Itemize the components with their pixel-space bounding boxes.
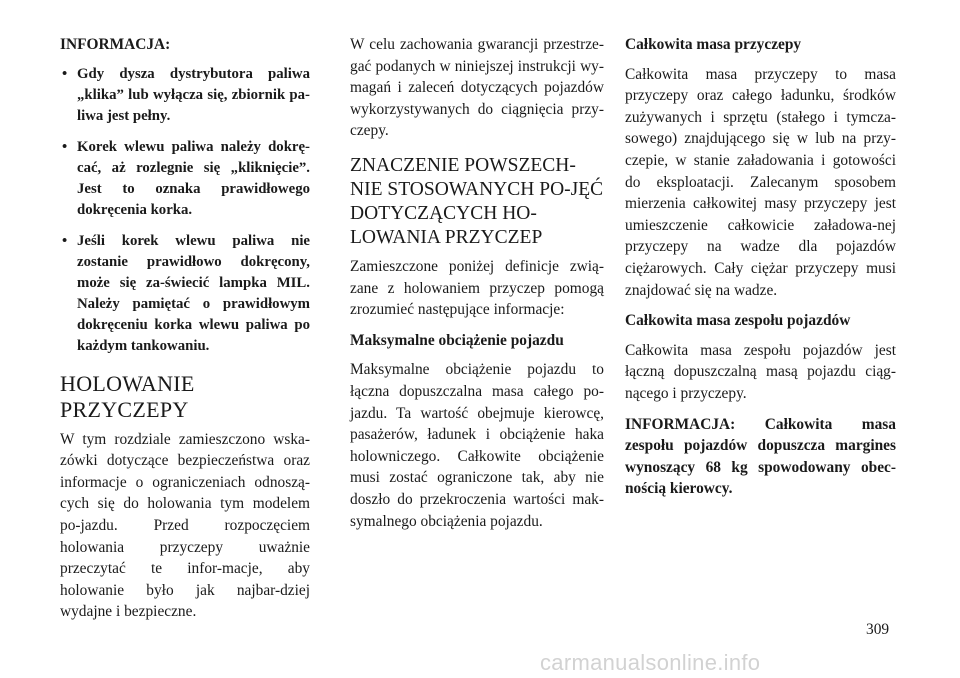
- bullet-icon: •: [62, 65, 68, 82]
- bullet-item: • Gdy dysza dystrybutora paliwa „klika” lub wyłącza się, zbiornik pa-liwa jest pełny.: [62, 65, 310, 124]
- section-heading-towing: HOLOWANIE PRZYCZEPY: [60, 370, 195, 422]
- definitions-intro-paragraph: Zamieszczone poniżej definicje zwią-zane z holowaniem przyczep pomogą zrozumieć następujące informacje:: [350, 257, 604, 319]
- trailer-weight-paragraph: Całkowita masa przyczepy to masa przyczepy oraz całego ładunku, środków zużywanych i sprzętu (stałego i tymcza-sowego) znajdującego się w lub na przy-czepie, w stanie załadowania i gotowości do eksploatacji. Zalecanym sposobem mierzenia całkowitej masy przyczepy jest umieszczenie całkowicie załadowa-nej przyczepy na wadze dla pojazdów ciężarowych. Cały ciężar przyczepy musi znajdować się na wadze.: [625, 65, 896, 299]
- section-heading-definitions: ZNACZENIE POWSZECH-NIE STOSOWANYCH PO-JĘĆ DOTYCZĄCYCH HO-LOWANIA PRZYCZEP: [350, 154, 604, 248]
- bullet-icon: •: [62, 232, 68, 249]
- combined-weight-paragraph: Całkowita masa zespołu pojazdów jest łączną dopuszczalną masą pojazdu ciąg-nącego i przyczepy.: [625, 341, 896, 402]
- column-left: [60, 34, 310, 632]
- column-middle: [350, 34, 604, 541]
- column-right: [625, 34, 896, 509]
- subheading-combined-weight: Całkowita masa zespołu pojazdów: [625, 312, 851, 330]
- bullet-item: • Jeśli korek wlewu paliwa nie zostanie prawidłowo dokręcony, może się za-świecić lampka MIL. Należy pamiętać o prawidłowym dokręceniu korka wlewu paliwa po każdym tankowaniu.: [62, 232, 310, 354]
- info-note-combined-weight: INFORMACJA: Całkowita masa zespołu pojazdów dopuszcza margines wynoszący 68 kg spowodowany obec-nością kierowcy.: [625, 415, 896, 498]
- bullet-item: • Korek wlewu paliwa należy dokrę-cać, aż rozlegnie się „klikniȩcie”. Jest to oznaka prawidłowego dokręcenia korka.: [62, 138, 310, 218]
- warranty-paragraph: W celu zachowania gwarancji przestrze-gać podanych w niniejszej instrukcji wy-magań i zaleceń dotyczących pojazdów wykorzystywanych do ciągnięcia przy-czepy.: [350, 36, 604, 140]
- watermark: carmanualsonline.info: [540, 650, 761, 675]
- max-vehicle-load-paragraph: Maksymalne obciążenie pojazdu to łączna dopuszczalna masa całego po-jazdu. Ta wartość obejmuje kierowcę, pasażerów, ładunek i obciążenie haka holowniczego. Całkowite obciążenie musi zostać ograniczone tak, aby nie doszło do przekroczenia wartości mak-symalnego obciążenia pojazdu.: [350, 361, 604, 530]
- subheading-trailer-weight: Całkowita masa przyczepy: [625, 36, 802, 53]
- bullet-icon: •: [62, 138, 68, 155]
- subheading-max-vehicle-load: Maksymalne obciążenie pojazdu: [350, 331, 564, 349]
- info-heading: INFORMACJA:: [60, 36, 171, 53]
- page-number: 309: [866, 621, 890, 638]
- info-bullet-list: [60, 64, 310, 357]
- towing-intro-paragraph: W tym rozdziale zamieszczono wska-zówki dotyczące bezpieczeństwa oraz informacje o ograniczeniach odnoszą-cych się do holowania tym modelem po-jazdu. Przed rozpoczęciem holowania przyczepy uważnie przeczytać te infor-macje, aby holowanie było jak najbar-dziej wydajne i bezpieczne.: [60, 430, 310, 621]
